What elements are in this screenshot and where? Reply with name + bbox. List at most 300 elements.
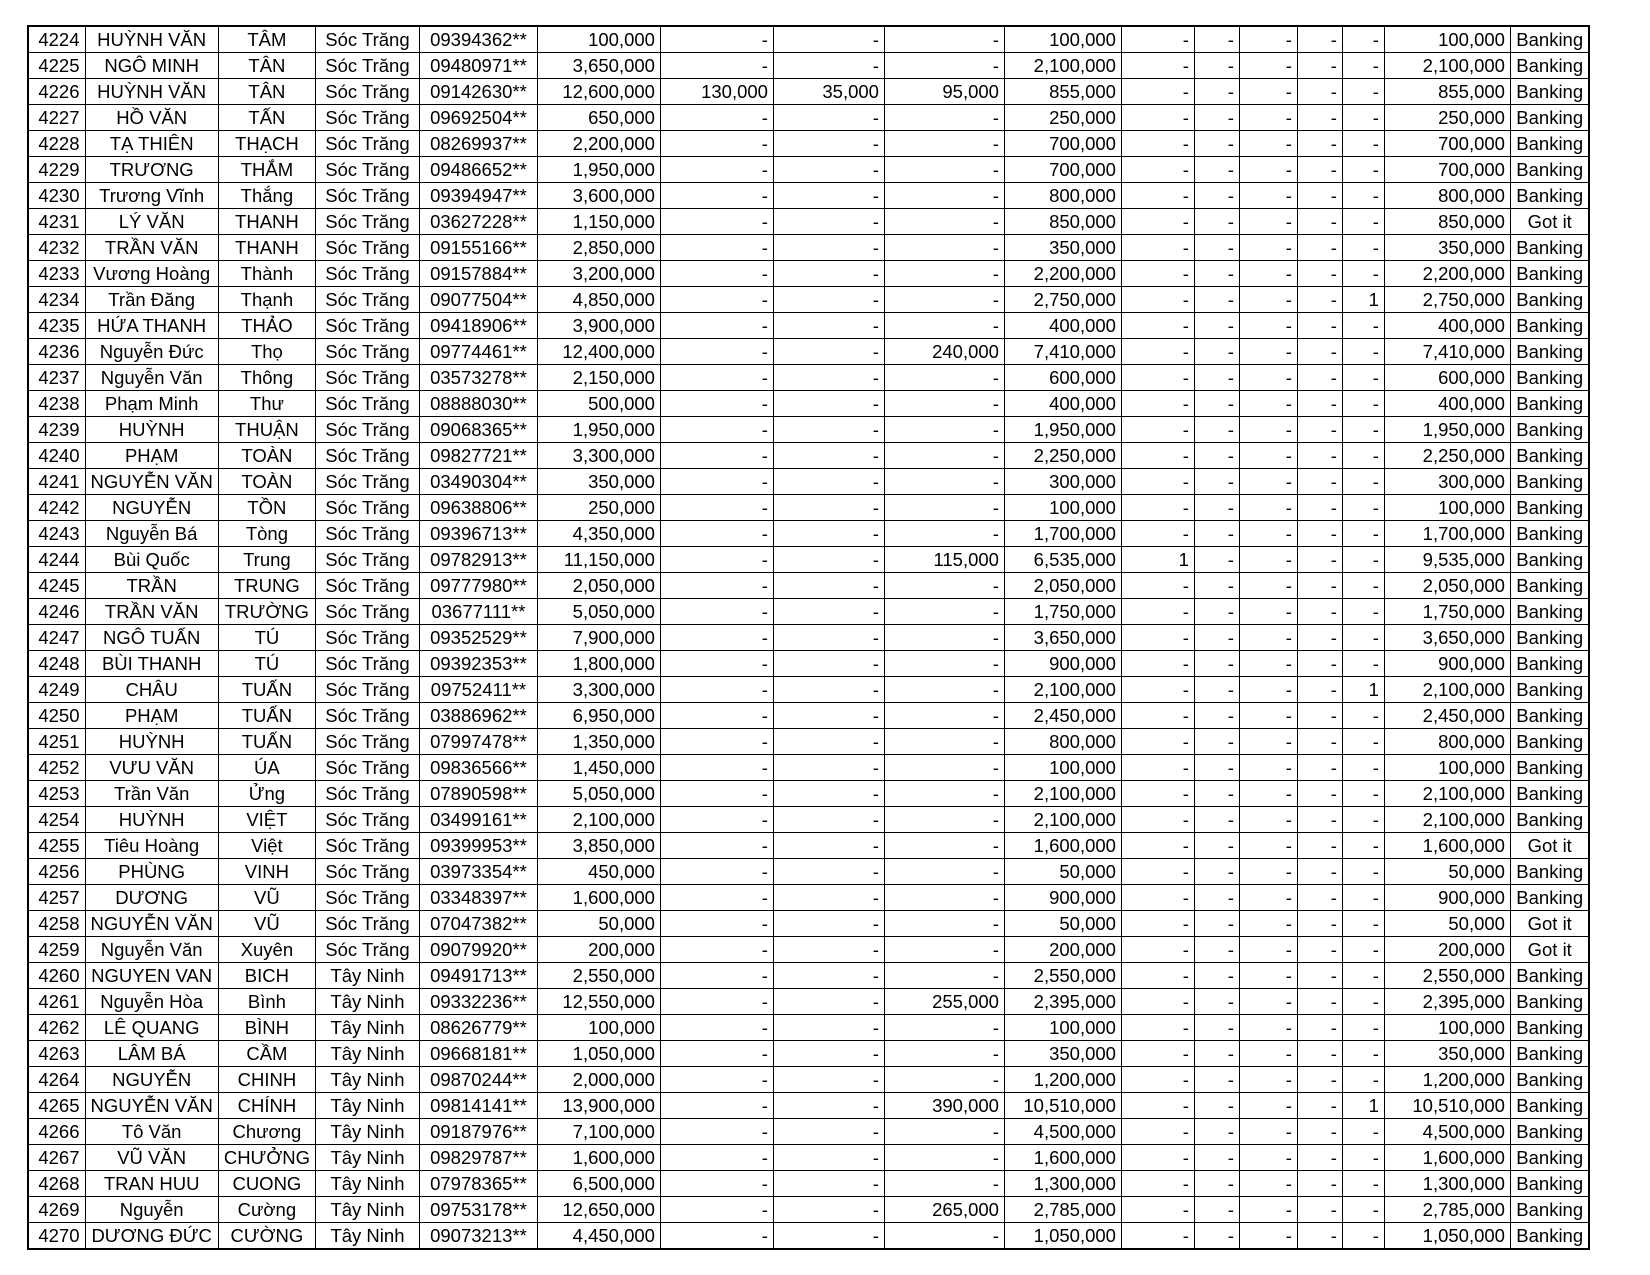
- total-amount-cell: 4,850,000: [537, 287, 660, 313]
- col-a-cell: -: [660, 365, 773, 391]
- row-number-cell: 4268: [28, 1171, 85, 1197]
- given-name-cell: ÚA: [218, 755, 315, 781]
- flag-3-cell: -: [1239, 53, 1297, 79]
- given-name-cell: Thành: [218, 261, 315, 287]
- payment-method-cell: Banking: [1510, 677, 1589, 703]
- total-amount-cell: 12,650,000: [537, 1197, 660, 1223]
- flag-4-cell: -: [1297, 495, 1342, 521]
- col-a-cell: -: [660, 105, 773, 131]
- paid-amount-cell: 50,000: [1384, 859, 1510, 885]
- col-c-cell: -: [884, 417, 1004, 443]
- paid-amount-cell: 250,000: [1384, 105, 1510, 131]
- table-row: [28, 833, 1589, 859]
- paid-amount-cell: 4,500,000: [1384, 1119, 1510, 1145]
- col-c-cell: 95,000: [884, 79, 1004, 105]
- paid-amount-cell: 2,100,000: [1384, 53, 1510, 79]
- row-number-cell: 4255: [28, 833, 85, 859]
- payment-method-cell: Banking: [1510, 625, 1589, 651]
- flag-2-cell: -: [1194, 755, 1239, 781]
- total-amount-cell: 2,150,000: [537, 365, 660, 391]
- table-row: [28, 755, 1589, 781]
- table-row: [28, 521, 1589, 547]
- total-amount-cell: 2,850,000: [537, 235, 660, 261]
- flag-4-cell: -: [1297, 235, 1342, 261]
- flag-4-cell: -: [1297, 209, 1342, 235]
- flag-1-cell: -: [1121, 1171, 1194, 1197]
- flag-1-cell: -: [1121, 469, 1194, 495]
- flag-3-cell: -: [1239, 1171, 1297, 1197]
- family-name-cell: NGUYỄN VĂN: [85, 911, 218, 937]
- col-b-cell: -: [773, 105, 884, 131]
- flag-4-cell: -: [1297, 703, 1342, 729]
- table-row: [28, 807, 1589, 833]
- approved-amount-cell: 200,000: [1004, 937, 1121, 963]
- paid-amount-cell: 700,000: [1384, 157, 1510, 183]
- approved-amount-cell: 400,000: [1004, 391, 1121, 417]
- family-name-cell: Nguyễn: [85, 1197, 218, 1223]
- given-name-cell: Cường: [218, 1197, 315, 1223]
- given-name-cell: VŨ: [218, 911, 315, 937]
- total-amount-cell: 2,200,000: [537, 131, 660, 157]
- col-b-cell: -: [773, 391, 884, 417]
- given-name-cell: TOÀN: [218, 469, 315, 495]
- total-amount-cell: 12,550,000: [537, 989, 660, 1015]
- family-name-cell: LÊ QUANG: [85, 1015, 218, 1041]
- col-b-cell: -: [773, 1119, 884, 1145]
- paid-amount-cell: 1,950,000: [1384, 417, 1510, 443]
- family-name-cell: TRẦN VĂN: [85, 235, 218, 261]
- province-cell: Tây Ninh: [315, 989, 419, 1015]
- given-name-cell: Thông: [218, 365, 315, 391]
- paid-amount-cell: 10,510,000: [1384, 1093, 1510, 1119]
- paid-amount-cell: 2,100,000: [1384, 781, 1510, 807]
- paid-amount-cell: 600,000: [1384, 365, 1510, 391]
- flag-3-cell: -: [1239, 1067, 1297, 1093]
- approved-amount-cell: 2,100,000: [1004, 807, 1121, 833]
- flag-1-cell: -: [1121, 1067, 1194, 1093]
- total-amount-cell: 2,050,000: [537, 573, 660, 599]
- flag-2-cell: -: [1194, 781, 1239, 807]
- table-row: [28, 651, 1589, 677]
- col-c-cell: -: [884, 131, 1004, 157]
- flag-4-cell: -: [1297, 963, 1342, 989]
- table-row: [28, 79, 1589, 105]
- flag-4-cell: -: [1297, 261, 1342, 287]
- table-row: [28, 677, 1589, 703]
- paid-amount-cell: 800,000: [1384, 183, 1510, 209]
- flag-4-cell: -: [1297, 1093, 1342, 1119]
- payment-method-cell: Banking: [1510, 1197, 1589, 1223]
- col-a-cell: -: [660, 1119, 773, 1145]
- flag-3-cell: -: [1239, 1093, 1297, 1119]
- flag-1-cell: -: [1121, 963, 1194, 989]
- flag-3-cell: -: [1239, 807, 1297, 833]
- table-row: [28, 573, 1589, 599]
- phone-cell: 09870244**: [419, 1067, 537, 1093]
- col-a-cell: -: [660, 157, 773, 183]
- province-cell: Sóc Trăng: [315, 521, 419, 547]
- flag-1-cell: -: [1121, 235, 1194, 261]
- table-row: [28, 209, 1589, 235]
- flag-4-cell: -: [1297, 365, 1342, 391]
- family-name-cell: PHÙNG: [85, 859, 218, 885]
- total-amount-cell: 7,900,000: [537, 625, 660, 651]
- row-number-cell: 4258: [28, 911, 85, 937]
- col-c-cell: -: [884, 963, 1004, 989]
- col-a-cell: -: [660, 443, 773, 469]
- flag-4-cell: -: [1297, 131, 1342, 157]
- flag-5-cell: -: [1342, 157, 1384, 183]
- family-name-cell: Trần Đăng: [85, 287, 218, 313]
- total-amount-cell: 6,500,000: [537, 1171, 660, 1197]
- flag-3-cell: -: [1239, 79, 1297, 105]
- flag-2-cell: -: [1194, 209, 1239, 235]
- table-row: [28, 417, 1589, 443]
- total-amount-cell: 3,200,000: [537, 261, 660, 287]
- total-amount-cell: 1,800,000: [537, 651, 660, 677]
- given-name-cell: TOÀN: [218, 443, 315, 469]
- paid-amount-cell: 300,000: [1384, 469, 1510, 495]
- table-row: [28, 599, 1589, 625]
- flag-4-cell: -: [1297, 53, 1342, 79]
- table-row: [28, 26, 1589, 53]
- flag-1-cell: -: [1121, 79, 1194, 105]
- flag-3-cell: -: [1239, 625, 1297, 651]
- paid-amount-cell: 2,200,000: [1384, 261, 1510, 287]
- family-name-cell: HUỲNH VĂN: [85, 79, 218, 105]
- col-b-cell: -: [773, 365, 884, 391]
- paid-amount-cell: 800,000: [1384, 729, 1510, 755]
- row-number-cell: 4260: [28, 963, 85, 989]
- flag-2-cell: -: [1194, 859, 1239, 885]
- flag-4-cell: -: [1297, 26, 1342, 53]
- paid-amount-cell: 2,395,000: [1384, 989, 1510, 1015]
- col-b-cell: -: [773, 235, 884, 261]
- family-name-cell: Tiêu Hoàng: [85, 833, 218, 859]
- flag-4-cell: -: [1297, 859, 1342, 885]
- family-name-cell: VƯU VĂN: [85, 755, 218, 781]
- approved-amount-cell: 800,000: [1004, 729, 1121, 755]
- flag-4-cell: -: [1297, 625, 1342, 651]
- flag-5-cell: -: [1342, 989, 1384, 1015]
- approved-amount-cell: 2,450,000: [1004, 703, 1121, 729]
- flag-5-cell: -: [1342, 729, 1384, 755]
- family-name-cell: Nguyễn Hòa: [85, 989, 218, 1015]
- row-number-cell: 4248: [28, 651, 85, 677]
- row-number-cell: 4253: [28, 781, 85, 807]
- flag-2-cell: -: [1194, 937, 1239, 963]
- province-cell: Sóc Trăng: [315, 859, 419, 885]
- col-c-cell: 240,000: [884, 339, 1004, 365]
- flag-3-cell: -: [1239, 651, 1297, 677]
- family-name-cell: Trần Văn: [85, 781, 218, 807]
- total-amount-cell: 1,600,000: [537, 1145, 660, 1171]
- table-row: [28, 1197, 1589, 1223]
- approved-amount-cell: 6,535,000: [1004, 547, 1121, 573]
- flag-4-cell: -: [1297, 443, 1342, 469]
- col-a-cell: -: [660, 1041, 773, 1067]
- approved-amount-cell: 2,100,000: [1004, 677, 1121, 703]
- phone-cell: 08269937**: [419, 131, 537, 157]
- col-a-cell: -: [660, 1015, 773, 1041]
- family-name-cell: BÙI THANH: [85, 651, 218, 677]
- payment-method-cell: Banking: [1510, 1223, 1589, 1250]
- flag-1-cell: -: [1121, 1015, 1194, 1041]
- province-cell: Sóc Trăng: [315, 313, 419, 339]
- row-number-cell: 4227: [28, 105, 85, 131]
- flag-5-cell: -: [1342, 859, 1384, 885]
- table-row: [28, 703, 1589, 729]
- given-name-cell: THẮM: [218, 157, 315, 183]
- family-name-cell: Phạm Minh: [85, 391, 218, 417]
- col-b-cell: -: [773, 495, 884, 521]
- family-name-cell: PHẠM: [85, 703, 218, 729]
- col-b-cell: -: [773, 26, 884, 53]
- data-table: [27, 25, 1590, 1250]
- flag-4-cell: -: [1297, 287, 1342, 313]
- col-b-cell: -: [773, 313, 884, 339]
- flag-3-cell: -: [1239, 183, 1297, 209]
- province-cell: Sóc Trăng: [315, 755, 419, 781]
- phone-cell: 09753178**: [419, 1197, 537, 1223]
- family-name-cell: Nguyễn Văn: [85, 937, 218, 963]
- flag-5-cell: -: [1342, 599, 1384, 625]
- row-number-cell: 4241: [28, 469, 85, 495]
- flag-5-cell: -: [1342, 1119, 1384, 1145]
- approved-amount-cell: 100,000: [1004, 755, 1121, 781]
- col-c-cell: -: [884, 365, 1004, 391]
- payment-method-cell: Banking: [1510, 755, 1589, 781]
- flag-3-cell: -: [1239, 1197, 1297, 1223]
- paid-amount-cell: 2,750,000: [1384, 287, 1510, 313]
- approved-amount-cell: 700,000: [1004, 131, 1121, 157]
- flag-1-cell: -: [1121, 833, 1194, 859]
- col-b-cell: -: [773, 1093, 884, 1119]
- given-name-cell: TRUNG: [218, 573, 315, 599]
- col-c-cell: -: [884, 313, 1004, 339]
- payment-method-cell: Banking: [1510, 235, 1589, 261]
- table-row: [28, 729, 1589, 755]
- row-number-cell: 4267: [28, 1145, 85, 1171]
- flag-5-cell: -: [1342, 469, 1384, 495]
- col-c-cell: -: [884, 677, 1004, 703]
- flag-2-cell: -: [1194, 261, 1239, 287]
- paid-amount-cell: 1,700,000: [1384, 521, 1510, 547]
- total-amount-cell: 500,000: [537, 391, 660, 417]
- col-c-cell: -: [884, 1067, 1004, 1093]
- flag-1-cell: -: [1121, 859, 1194, 885]
- paid-amount-cell: 2,785,000: [1384, 1197, 1510, 1223]
- col-a-cell: -: [660, 833, 773, 859]
- given-name-cell: TÂN: [218, 79, 315, 105]
- phone-cell: 09352529**: [419, 625, 537, 651]
- row-number-cell: 4252: [28, 755, 85, 781]
- total-amount-cell: 100,000: [537, 1015, 660, 1041]
- flag-3-cell: -: [1239, 105, 1297, 131]
- flag-4-cell: -: [1297, 1067, 1342, 1093]
- province-cell: Tây Ninh: [315, 1067, 419, 1093]
- flag-3-cell: -: [1239, 339, 1297, 365]
- flag-1-cell: -: [1121, 1223, 1194, 1250]
- flag-5-cell: -: [1342, 183, 1384, 209]
- col-b-cell: -: [773, 1223, 884, 1250]
- table-row: [28, 287, 1589, 313]
- approved-amount-cell: 1,600,000: [1004, 833, 1121, 859]
- row-number-cell: 4254: [28, 807, 85, 833]
- col-a-cell: -: [660, 209, 773, 235]
- table-row: [28, 391, 1589, 417]
- family-name-cell: TRƯƠNG: [85, 157, 218, 183]
- province-cell: Sóc Trăng: [315, 677, 419, 703]
- col-b-cell: -: [773, 1171, 884, 1197]
- col-b-cell: -: [773, 1067, 884, 1093]
- col-a-cell: -: [660, 235, 773, 261]
- flag-3-cell: -: [1239, 677, 1297, 703]
- province-cell: Sóc Trăng: [315, 365, 419, 391]
- paid-amount-cell: 1,200,000: [1384, 1067, 1510, 1093]
- approved-amount-cell: 2,750,000: [1004, 287, 1121, 313]
- flag-5-cell: -: [1342, 443, 1384, 469]
- flag-3-cell: -: [1239, 729, 1297, 755]
- flag-3-cell: -: [1239, 937, 1297, 963]
- flag-4-cell: -: [1297, 1223, 1342, 1250]
- flag-1-cell: -: [1121, 365, 1194, 391]
- province-cell: Sóc Trăng: [315, 573, 419, 599]
- col-b-cell: -: [773, 573, 884, 599]
- province-cell: Sóc Trăng: [315, 703, 419, 729]
- table-row: [28, 131, 1589, 157]
- flag-5-cell: -: [1342, 755, 1384, 781]
- given-name-cell: THUẬN: [218, 417, 315, 443]
- col-a-cell: -: [660, 1223, 773, 1250]
- row-number-cell: 4269: [28, 1197, 85, 1223]
- col-a-cell: -: [660, 963, 773, 989]
- flag-1-cell: -: [1121, 417, 1194, 443]
- family-name-cell: HUỲNH: [85, 729, 218, 755]
- row-number-cell: 4264: [28, 1067, 85, 1093]
- flag-2-cell: -: [1194, 521, 1239, 547]
- payment-method-cell: Banking: [1510, 1171, 1589, 1197]
- province-cell: Sóc Trăng: [315, 235, 419, 261]
- family-name-cell: NGUYỄN: [85, 1067, 218, 1093]
- phone-cell: 08626779**: [419, 1015, 537, 1041]
- flag-1-cell: -: [1121, 495, 1194, 521]
- col-b-cell: -: [773, 53, 884, 79]
- family-name-cell: NGUYỄN VĂN: [85, 1093, 218, 1119]
- total-amount-cell: 2,100,000: [537, 807, 660, 833]
- given-name-cell: BICH: [218, 963, 315, 989]
- row-number-cell: 4245: [28, 573, 85, 599]
- given-name-cell: Bình: [218, 989, 315, 1015]
- approved-amount-cell: 1,950,000: [1004, 417, 1121, 443]
- col-b-cell: -: [773, 261, 884, 287]
- flag-3-cell: -: [1239, 443, 1297, 469]
- total-amount-cell: 3,650,000: [537, 53, 660, 79]
- approved-amount-cell: 1,200,000: [1004, 1067, 1121, 1093]
- province-cell: Sóc Trăng: [315, 131, 419, 157]
- col-a-cell: -: [660, 703, 773, 729]
- approved-amount-cell: 1,700,000: [1004, 521, 1121, 547]
- phone-cell: 03499161**: [419, 807, 537, 833]
- flag-4-cell: -: [1297, 1197, 1342, 1223]
- total-amount-cell: 2,000,000: [537, 1067, 660, 1093]
- payment-method-cell: Banking: [1510, 365, 1589, 391]
- row-number-cell: 4230: [28, 183, 85, 209]
- row-number-cell: 4231: [28, 209, 85, 235]
- payment-method-cell: Banking: [1510, 131, 1589, 157]
- flag-5-cell: 1: [1342, 1093, 1384, 1119]
- province-cell: Sóc Trăng: [315, 495, 419, 521]
- flag-2-cell: -: [1194, 911, 1239, 937]
- flag-1-cell: -: [1121, 209, 1194, 235]
- flag-3-cell: -: [1239, 26, 1297, 53]
- flag-4-cell: -: [1297, 521, 1342, 547]
- col-a-cell: -: [660, 911, 773, 937]
- flag-3-cell: -: [1239, 755, 1297, 781]
- col-b-cell: -: [773, 755, 884, 781]
- payment-method-cell: Banking: [1510, 183, 1589, 209]
- paid-amount-cell: 200,000: [1384, 937, 1510, 963]
- paid-amount-cell: 1,300,000: [1384, 1171, 1510, 1197]
- flag-5-cell: -: [1342, 209, 1384, 235]
- col-c-cell: -: [884, 1119, 1004, 1145]
- paid-amount-cell: 2,050,000: [1384, 573, 1510, 599]
- total-amount-cell: 6,950,000: [537, 703, 660, 729]
- table-row: [28, 495, 1589, 521]
- flag-5-cell: -: [1342, 573, 1384, 599]
- approved-amount-cell: 900,000: [1004, 885, 1121, 911]
- payment-method-cell: Banking: [1510, 963, 1589, 989]
- family-name-cell: HỒ VĂN: [85, 105, 218, 131]
- col-b-cell: -: [773, 209, 884, 235]
- payment-method-cell: Banking: [1510, 261, 1589, 287]
- phone-cell: 09399953**: [419, 833, 537, 859]
- flag-1-cell: -: [1121, 755, 1194, 781]
- payment-method-cell: Banking: [1510, 105, 1589, 131]
- payment-method-cell: Banking: [1510, 495, 1589, 521]
- approved-amount-cell: 2,395,000: [1004, 989, 1121, 1015]
- approved-amount-cell: 100,000: [1004, 1015, 1121, 1041]
- phone-cell: 09692504**: [419, 105, 537, 131]
- given-name-cell: TUẤN: [218, 703, 315, 729]
- payment-method-cell: Got it: [1510, 937, 1589, 963]
- family-name-cell: PHẠM: [85, 443, 218, 469]
- flag-3-cell: -: [1239, 989, 1297, 1015]
- row-number-cell: 4225: [28, 53, 85, 79]
- col-c-cell: -: [884, 573, 1004, 599]
- flag-1-cell: -: [1121, 625, 1194, 651]
- flag-5-cell: -: [1342, 547, 1384, 573]
- approved-amount-cell: 4,500,000: [1004, 1119, 1121, 1145]
- paid-amount-cell: 2,550,000: [1384, 963, 1510, 989]
- payment-method-cell: Banking: [1510, 807, 1589, 833]
- col-c-cell: -: [884, 1015, 1004, 1041]
- payment-method-cell: Banking: [1510, 729, 1589, 755]
- flag-5-cell: -: [1342, 885, 1384, 911]
- approved-amount-cell: 350,000: [1004, 235, 1121, 261]
- flag-1-cell: -: [1121, 313, 1194, 339]
- row-number-cell: 4265: [28, 1093, 85, 1119]
- flag-3-cell: -: [1239, 781, 1297, 807]
- paid-amount-cell: 850,000: [1384, 209, 1510, 235]
- given-name-cell: VINH: [218, 859, 315, 885]
- col-c-cell: -: [884, 469, 1004, 495]
- row-number-cell: 4238: [28, 391, 85, 417]
- col-a-cell: -: [660, 313, 773, 339]
- phone-cell: 09491713**: [419, 963, 537, 989]
- row-number-cell: 4256: [28, 859, 85, 885]
- flag-1-cell: -: [1121, 53, 1194, 79]
